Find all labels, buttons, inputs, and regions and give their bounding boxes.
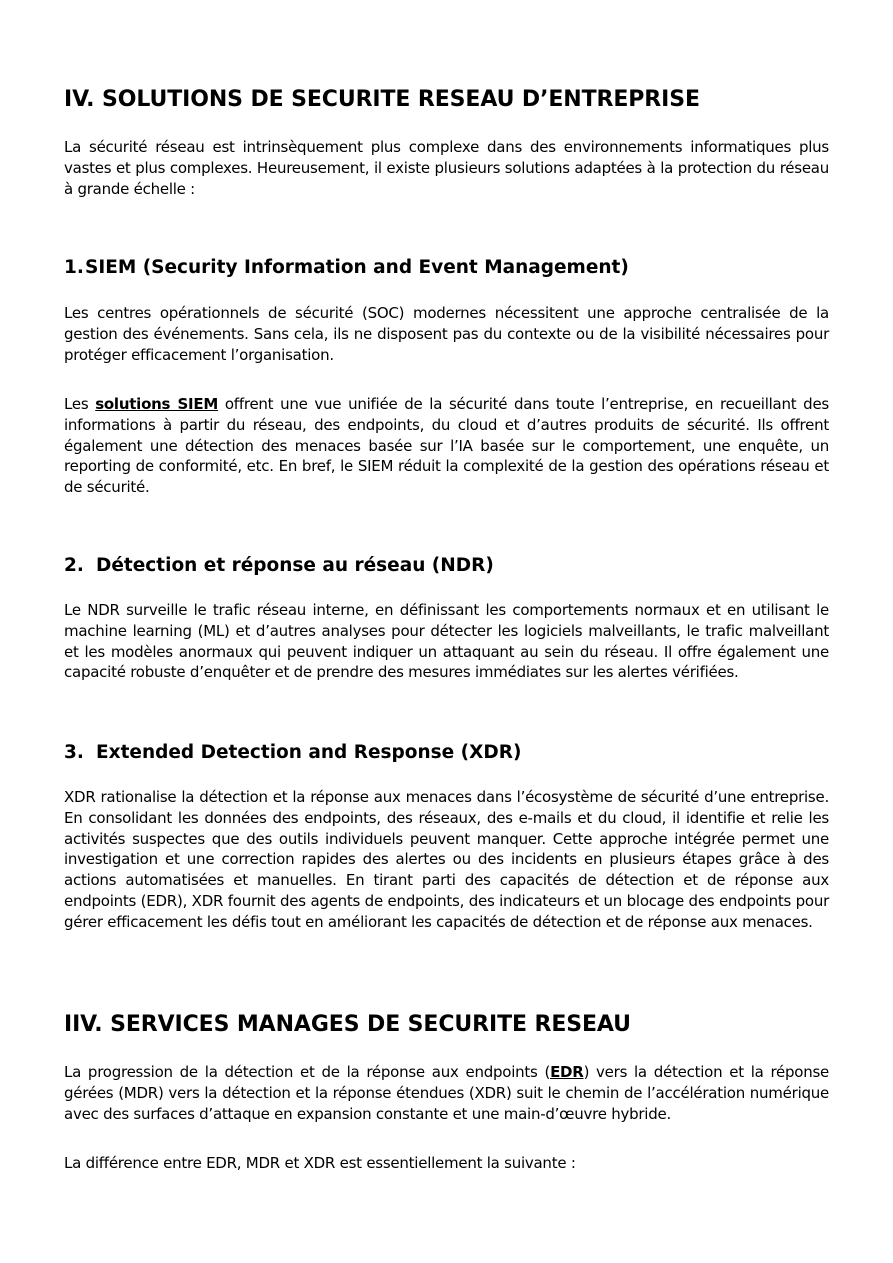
section-iiv-paragraph-1 xyxy=(64,1062,829,1124)
siem-heading xyxy=(64,257,629,279)
ndr-heading-number: 2. xyxy=(64,555,84,576)
ndr-heading-title: Détection et réponse au réseau (NDR) xyxy=(96,555,494,576)
siem-heading-title: SIEM (Security Information and Event Management) xyxy=(85,257,629,278)
section-iiv-paragraph-2: La différence entre EDR, MDR et XDR est essentiellement la suivante : xyxy=(64,1154,576,1172)
siem-heading-number: 1. xyxy=(64,257,84,278)
xdr-heading-title: Extended Detection and Response (XDR) xyxy=(96,742,522,763)
ndr-paragraph: Le NDR surveille le trafic réseau interne, en définissant les comportements normaux et en utilisant le machine learning (ML) et d’autres analyses pour détecter les logiciels malveillants, le trafic malveillant et les modèles anormaux qui peuvent indiquer un attaquant au sein du réseau. Il offre également une capacité robuste d’enquêter et de prendre des mesures immédiates sur les alertes vérifiées. xyxy=(64,601,829,682)
siem-paragraph-2-lead: Les xyxy=(64,395,96,413)
section-iiv-paragraph-1-body: ) vers la détection et la réponse gérées (MDR) vers la détection et la réponse étendues (XDR) suit le chemin de l’accélération numérique avec des surfaces d’attaque en expansion constante et une main-d’œuvre hybride. xyxy=(64,1063,830,1123)
section-iiv-paragraph-1-lead: La progression de la détection et de la réponse aux endpoints ( xyxy=(64,1063,551,1081)
section-iiv-heading: IIV. SERVICES MANAGES DE SECURITE RESEAU xyxy=(64,1012,631,1037)
siem-paragraph-2-body: offrent une vue unifiée de la sécurité dans toute l’entreprise, en recueillant des informations à partir du réseau, des endpoints, du cloud et d’autres produits de sécurité. Ils offrent également une détection des menaces basée sur l’IA basée sur le comportement, une enquête, un reporting de conformité, etc. En bref, le SIEM réduit la complexité de la gestion des opérations réseau et de sécurité. xyxy=(64,395,830,497)
xdr-paragraph: XDR rationalise la détection et la réponse aux menaces dans l’écosystème de sécurité d’une entreprise. En consolidant les données des endpoints, des réseaux, des e-mails et du cloud, il identifie et relie les activités suspectes que des outils individuels peuvent manquer. Cette approche intégrée permet une investigation et une correction rapides des alertes ou des incidents en plusieurs étapes grâce à des actions automatisées et manuelles. En tirant parti des capacités de détection et de réponse aux endpoints (EDR), XDR fournit des agents de endpoints, des indicateurs et un blocage des endpoints pour gérer efficacement les défis tout en améliorant les capacités de détection et de réponse aux menaces. xyxy=(64,788,829,931)
solutions-siem-link[interactable]: solutions SIEM xyxy=(95,395,219,413)
ndr-heading xyxy=(64,555,494,577)
xdr-heading xyxy=(64,742,521,764)
siem-paragraph-2 xyxy=(64,394,829,498)
section-iv-intro: La sécurité réseau est intrinsèquement plus complexe dans des environnements informatiques plus vastes et plus complexes. Heureusement, il existe plusieurs solutions adaptées à la protection du réseau à grande échelle : xyxy=(64,138,829,198)
edr-link[interactable]: EDR xyxy=(550,1063,584,1081)
section-iv-heading: IV. SOLUTIONS DE SECURITE RESEAU D’ENTREPRISE xyxy=(64,87,700,112)
siem-paragraph-1: Les centres opérationnels de sécurité (SOC) modernes nécessitent une approche centralisée de la gestion des événements. Sans cela, ils ne disposent pas du contexte ou de la visibilité nécessaires pour protéger efficacement l’organisation. xyxy=(64,304,829,364)
xdr-heading-number: 3. xyxy=(64,742,84,763)
